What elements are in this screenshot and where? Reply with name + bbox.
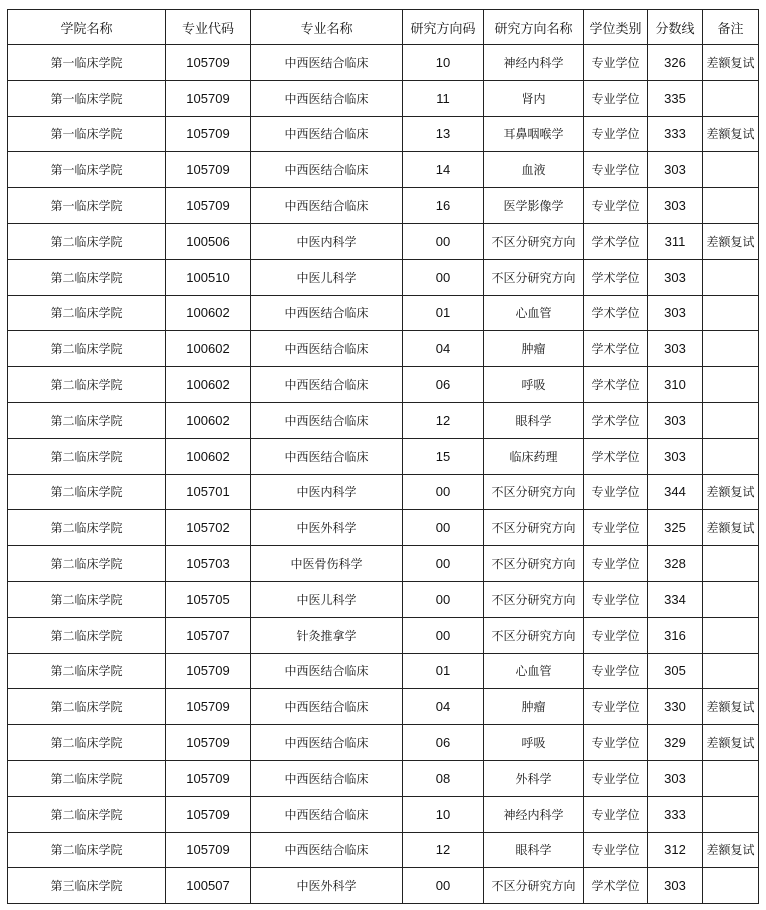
- header-remarks: 备注: [703, 10, 759, 45]
- remarks-cell: [703, 438, 759, 474]
- direction-name-cell: 不区分研究方向: [484, 617, 584, 653]
- direction-name-cell: 不区分研究方向: [484, 510, 584, 546]
- direction-code-cell: 00: [403, 581, 484, 617]
- score-line-cell: 310: [648, 367, 703, 403]
- major-name-cell: 中西医结合临床: [251, 832, 403, 868]
- major-code-cell: 100507: [166, 868, 251, 904]
- college-cell: 第二临床学院: [8, 546, 166, 582]
- college-cell: 第一临床学院: [8, 80, 166, 116]
- college-cell: 第一临床学院: [8, 45, 166, 81]
- remarks-cell: [703, 868, 759, 904]
- score-line-cell: 328: [648, 546, 703, 582]
- major-code-cell: 105705: [166, 581, 251, 617]
- direction-name-cell: 神经内科学: [484, 45, 584, 81]
- major-name-cell: 中西医结合临床: [251, 402, 403, 438]
- direction-name-cell: 不区分研究方向: [484, 223, 584, 259]
- major-code-cell: 105709: [166, 832, 251, 868]
- major-name-cell: 中西医结合临床: [251, 331, 403, 367]
- direction-name-cell: 呼吸: [484, 725, 584, 761]
- degree-type-cell: 专业学位: [584, 188, 648, 224]
- major-name-cell: 中西医结合临床: [251, 188, 403, 224]
- direction-name-cell: 眼科学: [484, 832, 584, 868]
- score-line-cell: 344: [648, 474, 703, 510]
- score-line-cell: 333: [648, 796, 703, 832]
- college-cell: 第二临床学院: [8, 367, 166, 403]
- degree-type-cell: 专业学位: [584, 474, 648, 510]
- college-cell: 第一临床学院: [8, 116, 166, 152]
- table-row: [8, 796, 759, 832]
- table-row: [8, 152, 759, 188]
- table-row: [8, 689, 759, 725]
- major-name-cell: 针灸推拿学: [251, 617, 403, 653]
- college-cell: 第二临床学院: [8, 581, 166, 617]
- major-code-cell: 100602: [166, 402, 251, 438]
- direction-code-cell: 01: [403, 653, 484, 689]
- direction-name-cell: 医学影像学: [484, 188, 584, 224]
- table-row: [8, 45, 759, 81]
- direction-code-cell: 14: [403, 152, 484, 188]
- remarks-cell: [703, 653, 759, 689]
- remarks-cell: 差额复试: [703, 474, 759, 510]
- college-cell: 第二临床学院: [8, 223, 166, 259]
- direction-name-cell: 眼科学: [484, 402, 584, 438]
- college-cell: 第二临床学院: [8, 617, 166, 653]
- direction-name-cell: 不区分研究方向: [484, 868, 584, 904]
- major-code-cell: 105707: [166, 617, 251, 653]
- score-line-cell: 330: [648, 689, 703, 725]
- score-line-cell: 303: [648, 259, 703, 295]
- remarks-cell: 差额复试: [703, 223, 759, 259]
- degree-type-cell: 专业学位: [584, 617, 648, 653]
- header-degree-type: 学位类别: [584, 10, 648, 45]
- score-line-cell: 333: [648, 116, 703, 152]
- table-row: [8, 832, 759, 868]
- direction-name-cell: 心血管: [484, 653, 584, 689]
- table-row: [8, 188, 759, 224]
- major-name-cell: 中西医结合临床: [251, 80, 403, 116]
- major-name-cell: 中医儿科学: [251, 581, 403, 617]
- degree-type-cell: 学术学位: [584, 295, 648, 331]
- remarks-cell: 差额复试: [703, 45, 759, 81]
- direction-name-cell: 耳鼻咽喉学: [484, 116, 584, 152]
- major-name-cell: 中医内科学: [251, 223, 403, 259]
- major-code-cell: 105709: [166, 116, 251, 152]
- score-line-cell: 303: [648, 295, 703, 331]
- major-name-cell: 中西医结合临床: [251, 760, 403, 796]
- direction-name-cell: 肿瘤: [484, 689, 584, 725]
- degree-type-cell: 专业学位: [584, 796, 648, 832]
- college-cell: 第二临床学院: [8, 653, 166, 689]
- direction-code-cell: 08: [403, 760, 484, 796]
- table-row: [8, 438, 759, 474]
- major-code-cell: 100602: [166, 438, 251, 474]
- table-row: [8, 80, 759, 116]
- remarks-cell: 差额复试: [703, 832, 759, 868]
- header-major-name: 专业名称: [251, 10, 403, 45]
- direction-code-cell: 11: [403, 80, 484, 116]
- score-line-cell: 325: [648, 510, 703, 546]
- score-table-container: [7, 9, 759, 904]
- direction-name-cell: 肿瘤: [484, 331, 584, 367]
- degree-type-cell: 专业学位: [584, 581, 648, 617]
- table-row: [8, 510, 759, 546]
- degree-type-cell: 专业学位: [584, 152, 648, 188]
- direction-name-cell: 血液: [484, 152, 584, 188]
- score-line-cell: 303: [648, 188, 703, 224]
- remarks-cell: [703, 796, 759, 832]
- table-row: [8, 259, 759, 295]
- degree-type-cell: 专业学位: [584, 653, 648, 689]
- remarks-cell: [703, 617, 759, 653]
- major-name-cell: 中西医结合临床: [251, 438, 403, 474]
- direction-code-cell: 12: [403, 402, 484, 438]
- direction-code-cell: 00: [403, 259, 484, 295]
- major-name-cell: 中西医结合临床: [251, 653, 403, 689]
- header-direction-code: 研究方向码: [403, 10, 484, 45]
- major-code-cell: 105703: [166, 546, 251, 582]
- score-line-cell: 303: [648, 438, 703, 474]
- direction-name-cell: 呼吸: [484, 367, 584, 403]
- college-cell: 第二临床学院: [8, 295, 166, 331]
- major-name-cell: 中西医结合临床: [251, 295, 403, 331]
- major-name-cell: 中医外科学: [251, 510, 403, 546]
- major-code-cell: 105709: [166, 45, 251, 81]
- remarks-cell: [703, 402, 759, 438]
- college-cell: 第二临床学院: [8, 689, 166, 725]
- direction-code-cell: 06: [403, 367, 484, 403]
- direction-name-cell: 神经内科学: [484, 796, 584, 832]
- direction-code-cell: 04: [403, 331, 484, 367]
- direction-name-cell: 不区分研究方向: [484, 581, 584, 617]
- major-code-cell: 100510: [166, 259, 251, 295]
- table-row: [8, 367, 759, 403]
- score-line-cell: 303: [648, 402, 703, 438]
- degree-type-cell: 学术学位: [584, 367, 648, 403]
- remarks-cell: 差额复试: [703, 116, 759, 152]
- remarks-cell: [703, 295, 759, 331]
- college-cell: 第二临床学院: [8, 760, 166, 796]
- degree-type-cell: 学术学位: [584, 438, 648, 474]
- direction-code-cell: 13: [403, 116, 484, 152]
- table-row: [8, 581, 759, 617]
- degree-type-cell: 专业学位: [584, 725, 648, 761]
- direction-code-cell: 10: [403, 796, 484, 832]
- direction-code-cell: 06: [403, 725, 484, 761]
- direction-name-cell: 外科学: [484, 760, 584, 796]
- major-name-cell: 中西医结合临床: [251, 152, 403, 188]
- table-row: [8, 402, 759, 438]
- direction-code-cell: 10: [403, 45, 484, 81]
- table-row: [8, 725, 759, 761]
- degree-type-cell: 学术学位: [584, 223, 648, 259]
- score-line-cell: 329: [648, 725, 703, 761]
- degree-type-cell: 专业学位: [584, 510, 648, 546]
- major-name-cell: 中西医结合临床: [251, 689, 403, 725]
- remarks-cell: [703, 188, 759, 224]
- score-line-cell: 334: [648, 581, 703, 617]
- remarks-cell: 差额复试: [703, 510, 759, 546]
- direction-code-cell: 00: [403, 474, 484, 510]
- degree-type-cell: 专业学位: [584, 832, 648, 868]
- college-cell: 第二临床学院: [8, 796, 166, 832]
- score-line-cell: 335: [648, 80, 703, 116]
- degree-type-cell: 专业学位: [584, 760, 648, 796]
- remarks-cell: [703, 152, 759, 188]
- degree-type-cell: 专业学位: [584, 45, 648, 81]
- major-code-cell: 105701: [166, 474, 251, 510]
- direction-code-cell: 00: [403, 868, 484, 904]
- direction-code-cell: 04: [403, 689, 484, 725]
- direction-code-cell: 01: [403, 295, 484, 331]
- table-header-row: [8, 10, 759, 45]
- direction-name-cell: 不区分研究方向: [484, 474, 584, 510]
- major-code-cell: 105709: [166, 80, 251, 116]
- score-line-cell: 326: [648, 45, 703, 81]
- degree-type-cell: 专业学位: [584, 80, 648, 116]
- major-name-cell: 中西医结合临床: [251, 45, 403, 81]
- college-cell: 第二临床学院: [8, 725, 166, 761]
- table-row: [8, 331, 759, 367]
- table-body: [8, 45, 759, 904]
- direction-code-cell: 00: [403, 546, 484, 582]
- direction-code-cell: 12: [403, 832, 484, 868]
- major-name-cell: 中医外科学: [251, 868, 403, 904]
- direction-name-cell: 心血管: [484, 295, 584, 331]
- remarks-cell: [703, 259, 759, 295]
- score-line-cell: 305: [648, 653, 703, 689]
- degree-type-cell: 学术学位: [584, 259, 648, 295]
- major-name-cell: 中医儿科学: [251, 259, 403, 295]
- major-name-cell: 中西医结合临床: [251, 116, 403, 152]
- degree-type-cell: 学术学位: [584, 402, 648, 438]
- table-row: [8, 617, 759, 653]
- header-direction-name: 研究方向名称: [484, 10, 584, 45]
- major-name-cell: 中西医结合临床: [251, 725, 403, 761]
- direction-code-cell: 00: [403, 617, 484, 653]
- major-code-cell: 105709: [166, 188, 251, 224]
- major-code-cell: 105709: [166, 152, 251, 188]
- score-line-cell: 316: [648, 617, 703, 653]
- college-cell: 第二临床学院: [8, 474, 166, 510]
- major-code-cell: 100506: [166, 223, 251, 259]
- score-line-cell: 303: [648, 152, 703, 188]
- major-code-cell: 100602: [166, 331, 251, 367]
- college-cell: 第二临床学院: [8, 402, 166, 438]
- major-name-cell: 中医骨伤科学: [251, 546, 403, 582]
- major-code-cell: 105702: [166, 510, 251, 546]
- score-line-cell: 303: [648, 868, 703, 904]
- major-code-cell: 100602: [166, 295, 251, 331]
- remarks-cell: [703, 760, 759, 796]
- score-line-cell: 312: [648, 832, 703, 868]
- direction-code-cell: 15: [403, 438, 484, 474]
- college-cell: 第三临床学院: [8, 868, 166, 904]
- direction-name-cell: 临床药理: [484, 438, 584, 474]
- major-code-cell: 105709: [166, 653, 251, 689]
- table-row: [8, 295, 759, 331]
- score-table: [7, 9, 759, 904]
- remarks-cell: [703, 581, 759, 617]
- major-name-cell: 中医内科学: [251, 474, 403, 510]
- header-college: 学院名称: [8, 10, 166, 45]
- degree-type-cell: 学术学位: [584, 868, 648, 904]
- direction-name-cell: 不区分研究方向: [484, 546, 584, 582]
- remarks-cell: 差额复试: [703, 689, 759, 725]
- degree-type-cell: 专业学位: [584, 546, 648, 582]
- major-code-cell: 105709: [166, 760, 251, 796]
- college-cell: 第二临床学院: [8, 259, 166, 295]
- table-row: [8, 223, 759, 259]
- direction-code-cell: 00: [403, 223, 484, 259]
- header-major-code: 专业代码: [166, 10, 251, 45]
- major-name-cell: 中西医结合临床: [251, 796, 403, 832]
- major-code-cell: 105709: [166, 689, 251, 725]
- score-line-cell: 311: [648, 223, 703, 259]
- college-cell: 第二临床学院: [8, 438, 166, 474]
- header-score-line: 分数线: [648, 10, 703, 45]
- table-row: [8, 546, 759, 582]
- table-row: [8, 760, 759, 796]
- college-cell: 第二临床学院: [8, 331, 166, 367]
- major-code-cell: 100602: [166, 367, 251, 403]
- degree-type-cell: 学术学位: [584, 331, 648, 367]
- direction-code-cell: 00: [403, 510, 484, 546]
- college-cell: 第一临床学院: [8, 152, 166, 188]
- direction-name-cell: 不区分研究方向: [484, 259, 584, 295]
- score-line-cell: 303: [648, 331, 703, 367]
- major-name-cell: 中西医结合临床: [251, 367, 403, 403]
- major-code-cell: 105709: [166, 796, 251, 832]
- remarks-cell: 差额复试: [703, 725, 759, 761]
- direction-name-cell: 肾内: [484, 80, 584, 116]
- table-row: [8, 653, 759, 689]
- remarks-cell: [703, 80, 759, 116]
- remarks-cell: [703, 367, 759, 403]
- college-cell: 第二临床学院: [8, 832, 166, 868]
- remarks-cell: [703, 546, 759, 582]
- table-row: [8, 868, 759, 904]
- direction-code-cell: 16: [403, 188, 484, 224]
- table-row: [8, 474, 759, 510]
- major-code-cell: 105709: [166, 725, 251, 761]
- score-line-cell: 303: [648, 760, 703, 796]
- remarks-cell: [703, 331, 759, 367]
- degree-type-cell: 专业学位: [584, 116, 648, 152]
- table-row: [8, 116, 759, 152]
- college-cell: 第二临床学院: [8, 510, 166, 546]
- college-cell: 第一临床学院: [8, 188, 166, 224]
- degree-type-cell: 专业学位: [584, 689, 648, 725]
